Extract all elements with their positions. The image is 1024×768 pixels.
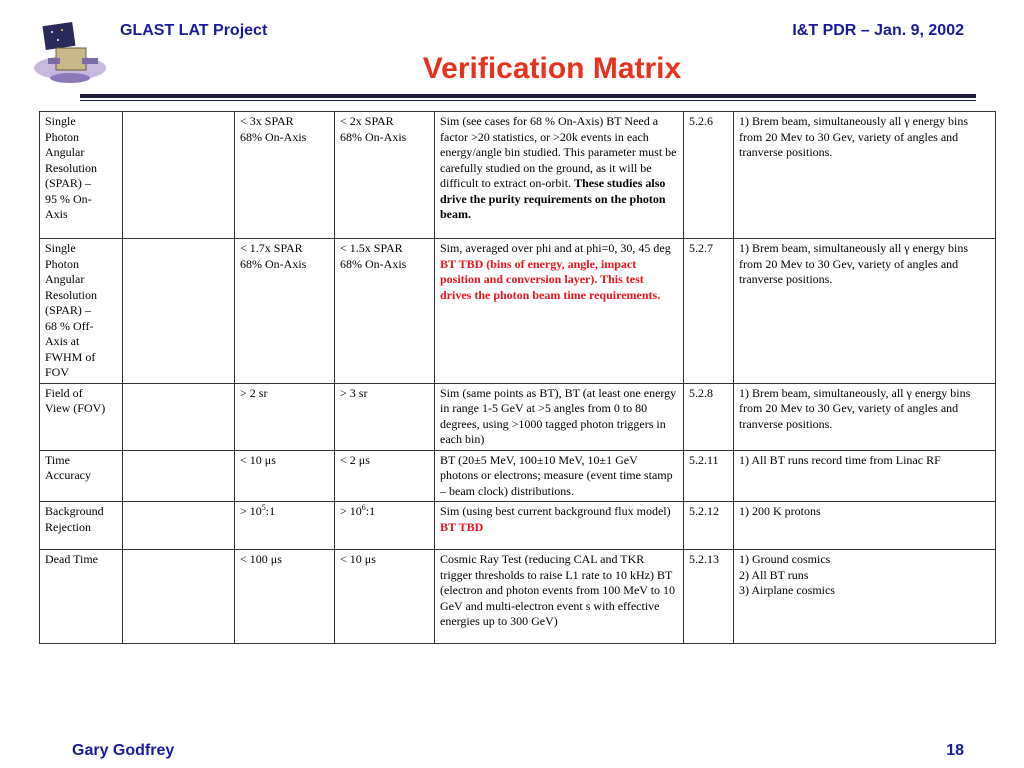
requirement-value: < 3x SPAR 68% On-Axis [235, 112, 335, 239]
requirement-name: Single Photon Angular Resolution (SPAR) – 68 % Off- Axis at FWHM of FOV [40, 239, 123, 384]
requirement-name: Time Accuracy [40, 450, 123, 502]
section-ref: 5.2.13 [684, 550, 734, 644]
verification-method: BT (20±5 MeV, 100±10 MeV, 10±1 GeV photons or electrons; measure (event time stamp – beam clock) distributions. [435, 450, 684, 502]
project-name: GLAST LAT Project [120, 22, 268, 39]
beam-test-plan: 1) 200 K protons [734, 502, 996, 550]
verification-method: Sim, averaged over phi and at phi=0, 30, 45 deg BT TBD (bins of energy, angle, impact position and conversion layer). This test drives the photon beam time requirements. [435, 239, 684, 384]
author-name: Gary Godfrey [72, 742, 175, 759]
table-row [40, 112, 996, 239]
verification-method: Sim (using best current background flux model) BT TBD [435, 502, 684, 550]
requirement-name: Dead Time [40, 550, 123, 644]
beam-test-plan: 1) Brem beam, simultaneously all γ energy bins from 20 Mev to 30 Gev, variety of angles and tranverse positions. [734, 112, 996, 239]
verification-method: Cosmic Ray Test (reducing CAL and TKR trigger thresholds to raise L1 rate to 10 kHz) BT (electron and photon events from 100 MeV to 10 GeV and multi-electron event s with effective energies up to 300 GeV) [435, 550, 684, 644]
table-row [40, 502, 996, 550]
section-ref: 5.2.7 [684, 239, 734, 384]
meeting-date: I&T PDR – Jan. 9, 2002 [792, 22, 964, 39]
goal-value: < 10 μs [335, 550, 435, 644]
requirement-value: < 10 μs [235, 450, 335, 502]
goal-value: < 2x SPAR 68% On-Axis [335, 112, 435, 239]
verification-matrix-table [39, 111, 996, 644]
blank-cell [123, 450, 235, 502]
blank-cell [123, 502, 235, 550]
requirement-value: > $10^5:1$ [235, 502, 335, 550]
section-ref: 5.2.12 [684, 502, 734, 550]
requirement-name: Field of View (FOV) [40, 383, 123, 450]
requirement-value: > 2 sr [235, 383, 335, 450]
goal-value: > 3 sr [335, 383, 435, 450]
page-number: 18 [946, 742, 964, 759]
table-row [40, 383, 996, 450]
beam-test-plan: 1) All BT runs record time from Linac RF [734, 450, 996, 502]
blank-cell [123, 112, 235, 239]
goal-value: < 1.5x SPAR 68% On-Axis [335, 239, 435, 384]
table-row [40, 550, 996, 644]
section-ref: 5.2.6 [684, 112, 734, 239]
section-ref: 5.2.11 [684, 450, 734, 502]
requirement-name: Single Photon Angular Resolution (SPAR) – 95 % On- Axis [40, 112, 123, 239]
verification-method: Sim (see cases for 68 % On-Axis) BT Need a factor >20 statistics, or >20k events in each energy/angle bin studied. This parameter must be carefully studied on the ground, as it will be difficult to extract on-orbit. These studies also drive the purity requirements on the photon beam. [435, 112, 684, 239]
table-row [40, 239, 996, 384]
blank-cell [123, 550, 235, 644]
blank-cell [123, 239, 235, 384]
beam-test-plan: 1) Ground cosmics 2) All BT runs 3) Airplane cosmics [734, 550, 996, 644]
title-divider-thick [80, 94, 976, 98]
title-divider-thin [80, 100, 976, 101]
goal-value: < 2 μs [335, 450, 435, 502]
blank-cell [123, 383, 235, 450]
beam-test-plan: 1) Brem beam, simultaneously, all γ energy bins from 20 Mev to 30 Gev, variety of angles and tranverse positions. [734, 383, 996, 450]
requirement-name: Background Rejection [40, 502, 123, 550]
page-title: Verification Matrix [422, 52, 682, 85]
goal-value: > $10^6:1$ [335, 502, 435, 550]
section-ref: 5.2.8 [684, 383, 734, 450]
requirement-value: < 100 μs [235, 550, 335, 644]
table-row [40, 450, 996, 502]
verification-method: Sim (same points as BT), BT (at least one energy in range 1-5 GeV at >5 angles from 0 to 80 degrees, using >1000 tagged photon triggers in each bin) [435, 383, 684, 450]
requirement-value: < 1.7x SPAR 68% On-Axis [235, 239, 335, 384]
beam-test-plan: 1) Brem beam, simultaneously all γ energy bins from 20 Mev to 30 Gev, variety of angles and tranverse positions. [734, 239, 996, 384]
